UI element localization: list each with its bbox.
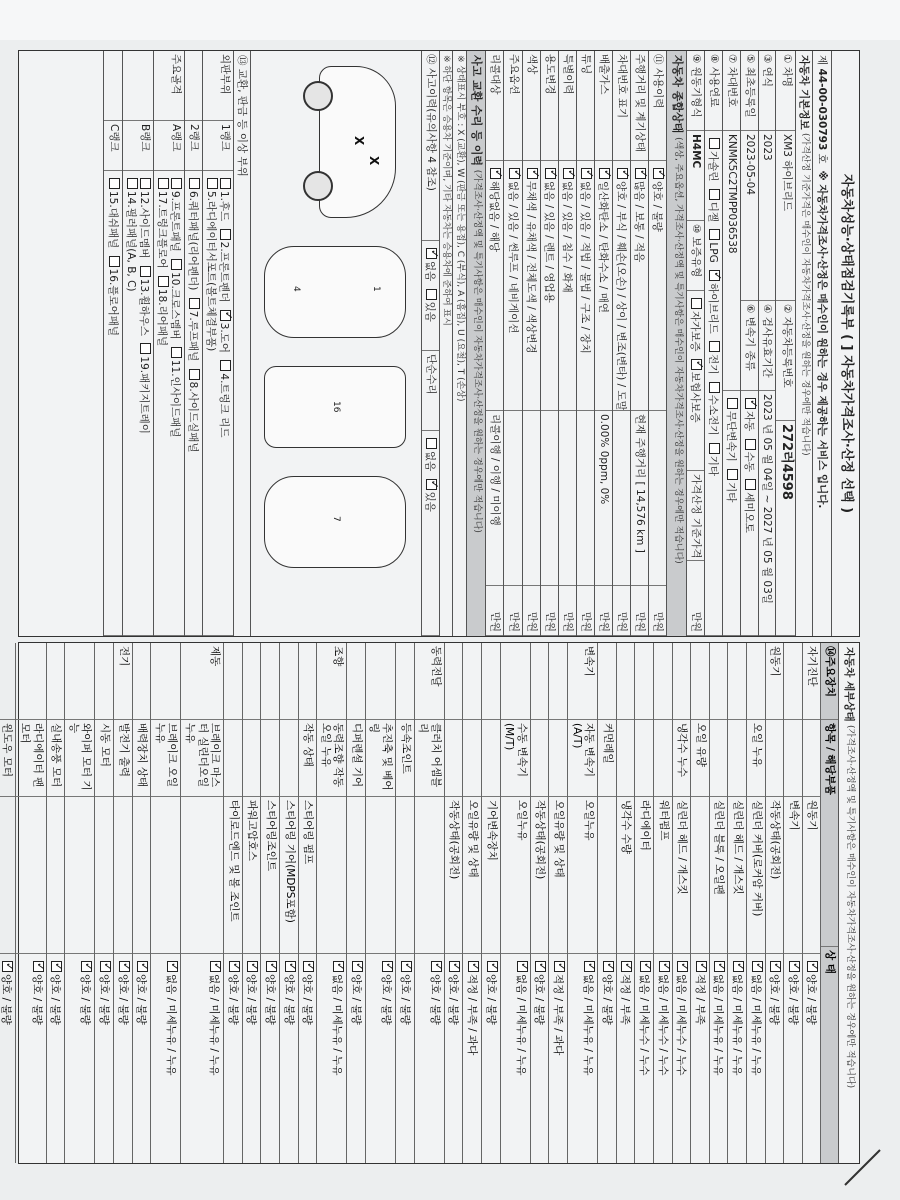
detail-state-text: 적정 / 부족 / 과다 xyxy=(466,974,479,1056)
detail-state-text: 없음 / 미세누유 / 누유 xyxy=(730,974,743,1076)
detail-state-text: 양호 / 불량 xyxy=(0,974,13,1025)
basic-section-title: 자동차 기본정보 xyxy=(798,55,810,130)
detail-item: 클러치 어셈블리 xyxy=(415,720,444,797)
year-label: ③ 연식 xyxy=(759,51,775,131)
car-name: XM3 하이브리드 xyxy=(776,131,795,301)
detail-part: 오일누유 xyxy=(568,797,597,954)
item-package-tray: 19.패키지트레이 xyxy=(137,356,150,434)
item-quarter-panel: 6.쿼터패널(리어펜더) xyxy=(186,191,199,291)
detail-part: 실린더 블록 / 오일팬 xyxy=(710,797,728,954)
opt-hydrogen: 수소전기 xyxy=(706,394,719,436)
detail-state-text: 적정 / 부족 / 과다 xyxy=(552,974,565,1056)
opt-hybrid: 하이브리드 xyxy=(706,283,719,334)
detail-item: 라디에이터 팬 모터 xyxy=(16,720,45,797)
part-number-1: 1 xyxy=(371,286,382,292)
item-roof-panel: 7.루프패널 xyxy=(186,310,199,362)
summary-state-text: 많음 / 보통 / 적음 xyxy=(632,181,645,263)
summary-row-label: 주요옵션 xyxy=(504,51,521,161)
detail-part: 실린더 헤드 / 개스킷 xyxy=(673,797,691,954)
doc-no-label: 제 xyxy=(816,55,829,66)
detail-state-text: 적정 / 부족 xyxy=(693,974,706,1025)
detail-state-text: 양호 / 불량 xyxy=(226,974,239,1025)
summary-row-label: 용도변경 xyxy=(541,51,558,161)
detail-state-text: 양호 / 불량 xyxy=(398,974,411,1025)
detail-state-text: 양호 / 불량 xyxy=(98,974,110,1025)
opt-insurer-warranty: 보험사보증 xyxy=(688,371,701,423)
part-number-4: 4 xyxy=(291,286,302,292)
detail-item: 윈도우 모터 xyxy=(0,720,15,797)
detail-state-text: 없음 / 미세누유 / 누유 xyxy=(749,974,762,1076)
detail-part: 실린더 헤드 / 개스킷 xyxy=(728,797,746,954)
item-trunk-lid: 4.트렁크 리드 xyxy=(217,373,230,438)
opt-diesel: 디젤 xyxy=(706,201,719,223)
detail-device: 제동 xyxy=(181,643,223,720)
summary-state-text: 일산화탄소 / 탄화수소 / 매연 xyxy=(596,181,609,313)
detail-state-text: 양호 / 불량 xyxy=(428,974,441,1025)
price-unit: 만원 xyxy=(687,561,704,636)
engine: H4MC xyxy=(687,131,704,221)
detail-state-text: 양호 / 불량 xyxy=(805,974,818,1025)
accident-section-title: 사고 교환 수리 등 이력 xyxy=(470,55,484,166)
part-number-7: 7 xyxy=(331,516,342,522)
repair-q: ⑬ 교환, 판금 등 이상 부위 xyxy=(236,55,249,177)
item-rear-panel: 18.리어패널 xyxy=(155,288,168,347)
detail-item: 디퍼렌셜 기어 xyxy=(347,720,365,797)
fuel-label: ⑧ 사용연료 xyxy=(705,51,722,131)
detail-device: 조향 xyxy=(317,643,346,720)
car-name-label: ① 차명 xyxy=(776,51,795,131)
summary-row-unit: 만원 xyxy=(577,586,594,636)
detail-state-text: 양호 / 불량 xyxy=(135,974,148,1025)
main-frame-label: 주요골격 xyxy=(154,51,184,121)
summary-state-text: 없음 / 있음 / 침수 / 화재 xyxy=(560,181,573,293)
price-label: 가격산정 기준가격 xyxy=(687,471,704,561)
year: 2023 xyxy=(759,131,775,301)
detail-state-text: 없음 / 미세누수 / 누수 xyxy=(638,974,650,1076)
detail-item: 와이퍼 모터 기능 xyxy=(65,720,94,797)
summary-state-text: 무채색 / 유채색 / 전체도색 / 색상변경 xyxy=(524,181,537,354)
detail-device: 변속기 xyxy=(568,643,597,720)
detail-part: 오일누유 xyxy=(501,797,530,954)
detail-device: 동력전달 xyxy=(415,643,444,720)
form-title: 자동차성능·상태점검기록부 ( ] 자동차가격조사·산정 선택 ) xyxy=(839,173,854,514)
detail-state-text: 양호 / 불량 xyxy=(349,974,362,1025)
summary-row-value: 리콜이행 / 이행 / 미이행 xyxy=(486,411,503,586)
summary-state-text: 없음 / 있음 / 렌트 / 영업용 xyxy=(542,181,555,303)
detail-state-text: 없음 / 미세누유 / 누유 xyxy=(331,974,344,1076)
detail-state-text: 없음 / 미세누유 / 누유 xyxy=(712,974,725,1076)
inspection-period-label: ④ 검사유효기간 xyxy=(759,301,775,391)
summary-row-unit: 만원 xyxy=(541,586,558,636)
summary-row-label: 색상 xyxy=(523,51,540,161)
detail-item: 오일 유량 xyxy=(691,720,709,797)
detail-part: 작동상태(공회전) xyxy=(445,797,463,954)
detail-state-text: 양호 / 불량 xyxy=(301,974,314,1025)
reg-no: 272러4598 xyxy=(776,421,795,636)
opt-semi: 세미오토 xyxy=(742,492,755,533)
first-reg: 2023-05-04 xyxy=(741,131,758,301)
summary-state-text: 양호 / 불량 xyxy=(651,181,664,232)
item-floor-panel: 16.플로어패널 xyxy=(106,268,119,337)
detail-device: 원동기 xyxy=(766,643,784,720)
item-side-sill: 8.사이드실패널 xyxy=(186,381,199,453)
right-note: (가격조사·산정액 및 특기사항은 매수인이 자동차가격조사·산정을 원하는 경우에만 적습니다) xyxy=(845,725,855,1089)
detail-item: 브레이크 마스터 실린더오일 누유 xyxy=(181,720,223,797)
first-reg-label: ⑤ 최초등록일 xyxy=(741,51,758,131)
opt-self-warranty: 자가보증 xyxy=(688,311,701,352)
summary-state-text: 없음 / 있음 / 썬루프 / 네비게이션 xyxy=(506,181,519,334)
summary-row-unit: 만원 xyxy=(613,586,630,636)
detail-state-text: 없음 / 미세누유 / 누유 xyxy=(514,974,527,1076)
detail-item: 실내송풍 모터 xyxy=(47,720,65,797)
legend-2: ※ 하단 항목은 승용차 기준이며, 기타 자동차는 승용차에 준하여 표시 xyxy=(441,55,452,326)
detail-part: 오일유량 및 상태 xyxy=(549,797,567,954)
vin-label: ⑦ 차대번호 xyxy=(723,51,740,131)
opt-accident-no: 없음 xyxy=(424,261,437,282)
detail-state-text: 양호 / 불량 xyxy=(30,974,43,1025)
detail-part: 라디에이터 xyxy=(635,797,653,954)
detail-part: 냉각수 수량 xyxy=(617,797,635,954)
detail-part: 오일유량 및 상태 xyxy=(463,797,481,954)
pen-stroke xyxy=(845,1150,880,1185)
opt-accident-yes: 있음 xyxy=(424,301,437,322)
detail-item: 배력장치 상태 xyxy=(133,720,151,797)
opt-gasoline: 가솔린 xyxy=(706,151,719,182)
warranty-label: ⑩ 보증유형 xyxy=(687,221,704,291)
mark-x-2: X xyxy=(367,156,382,166)
summary-row-unit: 만원 xyxy=(649,586,666,636)
detail-part: 스티어링조인트 xyxy=(261,797,279,954)
detail-state-text: 없음 / 미세누유 / 누유 xyxy=(582,974,595,1076)
detail-part: 기어변속장치 xyxy=(482,797,500,954)
summary-row-label: 특별이력 xyxy=(559,51,576,161)
col-state: 상 태 xyxy=(823,950,836,974)
legend-1: ※ 상태표시 부호 : X (교환), W (판금 또는 용접), C (부식), A (흠집), U (요철), T (손상) xyxy=(454,55,465,402)
detail-item: 수동 변속기 (M/T) xyxy=(501,720,530,797)
detail-state-text: 양호 / 불량 xyxy=(533,974,546,1025)
doc-no-suffix: 호 xyxy=(816,153,829,164)
detail-state-text: 양호 / 불량 xyxy=(116,974,129,1025)
detail-item: 발전기 출력 xyxy=(114,720,132,797)
engine-label: ⑨ 원동기형식 xyxy=(687,51,704,131)
detail-item: 시동 모터 xyxy=(95,720,113,797)
detail-part: 파워고압호스 xyxy=(243,797,261,954)
detail-state-text: 양호 / 불량 xyxy=(263,974,276,1025)
detail-item: 자동 변속기 (A/T) xyxy=(568,720,597,797)
summary-row-label: 튜닝 xyxy=(577,51,594,161)
opt-manual: 수동 xyxy=(742,451,755,472)
summary-row-label: 배출가스 xyxy=(595,51,612,161)
detail-device: 자기진단 xyxy=(803,643,821,720)
summary-row-label: ⑪ 사용이력 xyxy=(649,51,666,161)
detail-state-text: 양호 / 불량 xyxy=(484,974,497,1025)
detail-state-text: 없음 / 미세누수 / 누수 xyxy=(675,974,688,1076)
detail-item: 동력조향 작동 오일 누유 xyxy=(317,720,346,797)
detail-part: 작동상태(공회전) xyxy=(766,797,784,954)
summary-row-unit: 만원 xyxy=(595,586,612,636)
transmission-label: ⑥ 변속기 종류 xyxy=(741,301,758,391)
summary-state-text: 양호 / 부식 / 훼손(오손) / 상이 / 변조(변타) / 도말 xyxy=(614,181,627,411)
detail-part: 타이로드엔드 및 볼 조인트 xyxy=(224,797,242,954)
detail-item: 오일 누유 xyxy=(747,720,765,797)
col-item: 항목 / 해당부품 xyxy=(821,720,838,947)
detail-state-text: 없음 / 미세누수 / 누수 xyxy=(656,974,669,1076)
detail-device: 전기 xyxy=(114,643,132,720)
detail-state-text: 양호 / 불량 xyxy=(282,974,295,1025)
opt-cvt: 무단변속기 xyxy=(724,411,737,462)
summary-row-label: 차대번호 표기 xyxy=(613,51,630,161)
detail-part: 실린더 커버(로커암 커버) xyxy=(747,797,765,954)
part-number-16: 16 xyxy=(331,401,342,413)
item-front-panel: 9.프론트패널 xyxy=(168,191,181,252)
vin: KNMK5C2TMPP036538 xyxy=(723,131,740,391)
detail-state-text: 양호 / 불량 xyxy=(49,974,62,1025)
detail-part: 스티어링 기어(MDPS포함) xyxy=(280,797,298,954)
item-inside-panel: 11.인사이드패널 xyxy=(168,359,181,438)
detail-part: 스티어링 펌프 xyxy=(299,797,317,954)
summary-state-text: 없음 / 있음 / 적법 / 불법 / 구조 / 장치 xyxy=(578,181,591,354)
opt-repair-no: 없음 xyxy=(424,451,437,472)
detail-state-text: 적정 / 부족 xyxy=(619,974,632,1025)
summary-section-note: (색상, 주요옵션, 가격조사·산정액 및 특기사항은 매수인이 자동차가격조사·산정을 원하는 경우에만 적습니다) xyxy=(672,137,683,564)
item-hood: 1.후드 xyxy=(217,191,230,222)
opt-lpg: LPG xyxy=(706,242,719,263)
detail-state-text: 양호 / 불량 xyxy=(380,974,393,1025)
item-trunk-floor: 17.트렁크플로어 xyxy=(155,191,168,269)
detail-item: 작동 상태 xyxy=(299,720,317,797)
detail-part: 작동상태(공회전) xyxy=(531,797,549,954)
detail-state-text: 양호 / 불량 xyxy=(245,974,258,1025)
detail-item: 냉각수 누수 xyxy=(673,720,691,797)
detail-part: 변속기 xyxy=(784,797,802,954)
item-side-member: 12.사이드멤버 xyxy=(137,191,150,259)
summary-row-unit: 만원 xyxy=(559,586,576,636)
detail-state-text: 없음 / 미세누유 / 누유 xyxy=(208,974,221,1076)
reg-no-label: ② 자동차등록번호 xyxy=(776,301,795,421)
rank2-label: 2랭크 xyxy=(185,121,202,171)
opt-auto: 자동 xyxy=(742,411,755,432)
rankB-label: B랭크 xyxy=(123,121,153,171)
detail-state-text: 양호 / 불량 xyxy=(600,974,613,1025)
summary-row-unit: 만원 xyxy=(504,586,521,636)
detail-state-text: 없음 / 미세누유 / 누유 xyxy=(165,974,178,1076)
accident-q: ⑫ 사고이력(유의사항 4 참조) xyxy=(422,51,439,241)
detail-part: 워터펌프 xyxy=(654,797,672,954)
detail-item: 커먼레일 xyxy=(598,720,616,797)
item-wheel-house: 13.휠하우스 xyxy=(137,278,150,337)
summary-section-title: 자동차 종합상태 xyxy=(670,55,684,134)
summary-row-label: 리콜대상 xyxy=(486,51,503,161)
summary-row-value: 0.00% 0ppm, 0% xyxy=(595,411,612,586)
item-front-fender: 2.프론트펜더 xyxy=(217,241,230,303)
col-major-device: ⑭주요장치 xyxy=(821,643,838,720)
accident-section-note: (가격조사·산정액 및 특기사항은 매수인이 자동차가격조사·산정을 원하는 경우에만 적습니다) xyxy=(472,169,483,533)
doc-no: 44-00-030793 xyxy=(816,68,829,151)
detail-state-text: 양호 / 불량 xyxy=(447,974,460,1025)
detail-part: 원동기 xyxy=(803,797,821,954)
detail-state-text: 양호 / 불량 xyxy=(79,974,92,1025)
summary-row-unit: 만원 xyxy=(631,586,648,636)
detail-item: 추진축 및 베어링 xyxy=(366,720,395,797)
rankC-label: C랭크 xyxy=(104,121,121,171)
detail-state-text: 양호 / 불량 xyxy=(786,974,799,1025)
summary-state-text: 해당없음 / 해당 xyxy=(488,181,501,253)
inspection-period: 2023 년 05 월 04일 ~ 2027 년 05 월 03일 xyxy=(759,391,775,636)
opt-repair-yes: 있음 xyxy=(424,491,437,512)
summary-row-unit: 만원 xyxy=(523,586,540,636)
summary-row-label: 주행거리 및 계기상태 xyxy=(631,51,648,161)
rankA-label: A랭크 xyxy=(154,121,184,171)
opt-electric: 전기 xyxy=(706,354,719,375)
mark-x-1: X xyxy=(352,136,367,146)
detail-item: 브레이크 오일 누유 xyxy=(151,720,180,797)
outer-label: 외판부위 xyxy=(203,51,233,121)
item-pillar-panel: 14.필러패널(A, B, C) xyxy=(124,191,137,292)
detail-state-text: 양호 / 불량 xyxy=(768,974,781,1025)
summary-row-value: 현재 주행거리 [ 14,576 km ] xyxy=(631,411,648,586)
item-radiator-support: 5.라디에이터서포트(볼트체결부품) xyxy=(204,191,217,352)
service-notice: ※ 자동차가격조사·산정은 매수인이 원하는 경우 제공하는 서비스 입니다. xyxy=(816,170,829,509)
basic-section-note: (가격산정 기준가격은 매수인이 자동차가격조사·산정을 원하는 경우에만 적습니다) xyxy=(800,133,810,456)
detail-item: 등속조인트 xyxy=(396,720,414,797)
opt-etc: 기타 xyxy=(724,482,737,503)
right-title: 자동차 세부상태 xyxy=(843,647,855,722)
opt-fuel-etc: 기타 xyxy=(706,455,719,477)
simple-repair-label: 단순수리 xyxy=(422,351,439,431)
item-dash-panel: 15.대쉬패널 xyxy=(106,191,119,249)
item-door: 3.도어 xyxy=(217,322,230,354)
item-cross-member: 10.크로스멤버 xyxy=(168,272,181,340)
rank1-label: 1랭크 xyxy=(203,121,233,171)
summary-row-unit: 만원 xyxy=(486,586,503,636)
